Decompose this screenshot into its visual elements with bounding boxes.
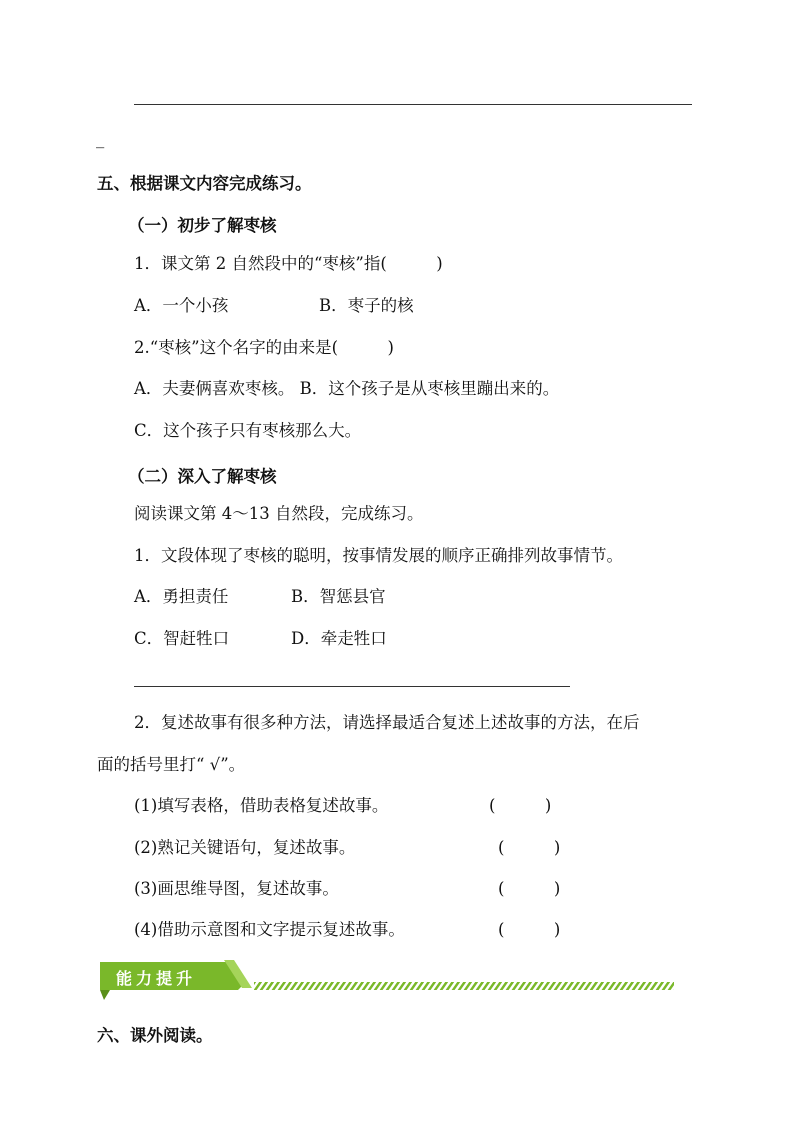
section6-heading: 六、课外阅读。 <box>97 1026 213 1045</box>
part1-q1-option-a[interactable]: A．一个小孩 <box>134 296 229 315</box>
part1-heading: （一）初步了解枣核 <box>128 216 277 235</box>
part1-q2-option-c[interactable]: C．这个孩子只有枣核那么大。 <box>134 421 362 440</box>
method-item-1-paren[interactable]: ( ) <box>489 796 552 815</box>
part2-q1-option-b[interactable]: B．智惩县官 <box>291 587 386 606</box>
answer-line-order[interactable] <box>134 686 570 687</box>
part1-q1-option-b[interactable]: B．枣子的核 <box>319 296 414 315</box>
part2-q1-stem: 1．文段体现了枣核的聪明，按事情发展的顺序正确排列故事情节。 <box>134 546 623 565</box>
method-item-4: (4)借助示意图和文字提示复述故事。 <box>134 920 405 939</box>
part2-q1-option-d[interactable]: D．牵走牲口 <box>291 629 387 648</box>
part2-q1-option-c[interactable]: C．智赶牲口 <box>134 629 230 648</box>
banner-hatch-line <box>254 982 674 990</box>
method-item-1: (1)填写表格，借助表格复述故事。 <box>134 796 389 815</box>
method-item-4-paren[interactable]: ( ) <box>498 920 561 939</box>
part1-q2-option-ab[interactable]: A．夫妻俩喜欢枣核。 B．这个孩子是从枣核里蹦出来的。 <box>134 379 560 398</box>
part1-q1-stem: 1．课文第 2 自然段中的“枣核”指( ) <box>134 254 443 273</box>
part2-heading: （二）深入了解枣核 <box>128 467 277 486</box>
part2-q2-stem-line2: 面的括号里打“ √”。 <box>97 755 246 774</box>
answer-line-top[interactable] <box>134 104 692 105</box>
leftover-dash: _ <box>96 129 105 148</box>
method-item-3-paren[interactable]: ( ) <box>498 879 561 898</box>
ability-banner <box>96 958 676 1002</box>
section5-heading: 五、根据课文内容完成练习。 <box>97 174 312 193</box>
part2-q2-stem-line1: 2．复述故事有很多种方法，请选择最适合复述上述故事的方法，在后 <box>134 713 640 732</box>
part2-q1-option-a[interactable]: A．勇担责任 <box>134 587 229 606</box>
method-item-3: (3)画思维导图，复述故事。 <box>134 879 339 898</box>
banner-fold <box>100 990 110 1000</box>
method-item-2-paren[interactable]: ( ) <box>498 838 561 857</box>
part2-intro: 阅读课文第 4～13 自然段，完成练习。 <box>134 504 424 523</box>
method-item-2: (2)熟记关键语句，复述故事。 <box>134 838 356 857</box>
banner-label: 能力提升 <box>116 969 197 988</box>
part1-q2-stem: 2.“枣核”这个名字的由来是( ) <box>134 338 394 357</box>
